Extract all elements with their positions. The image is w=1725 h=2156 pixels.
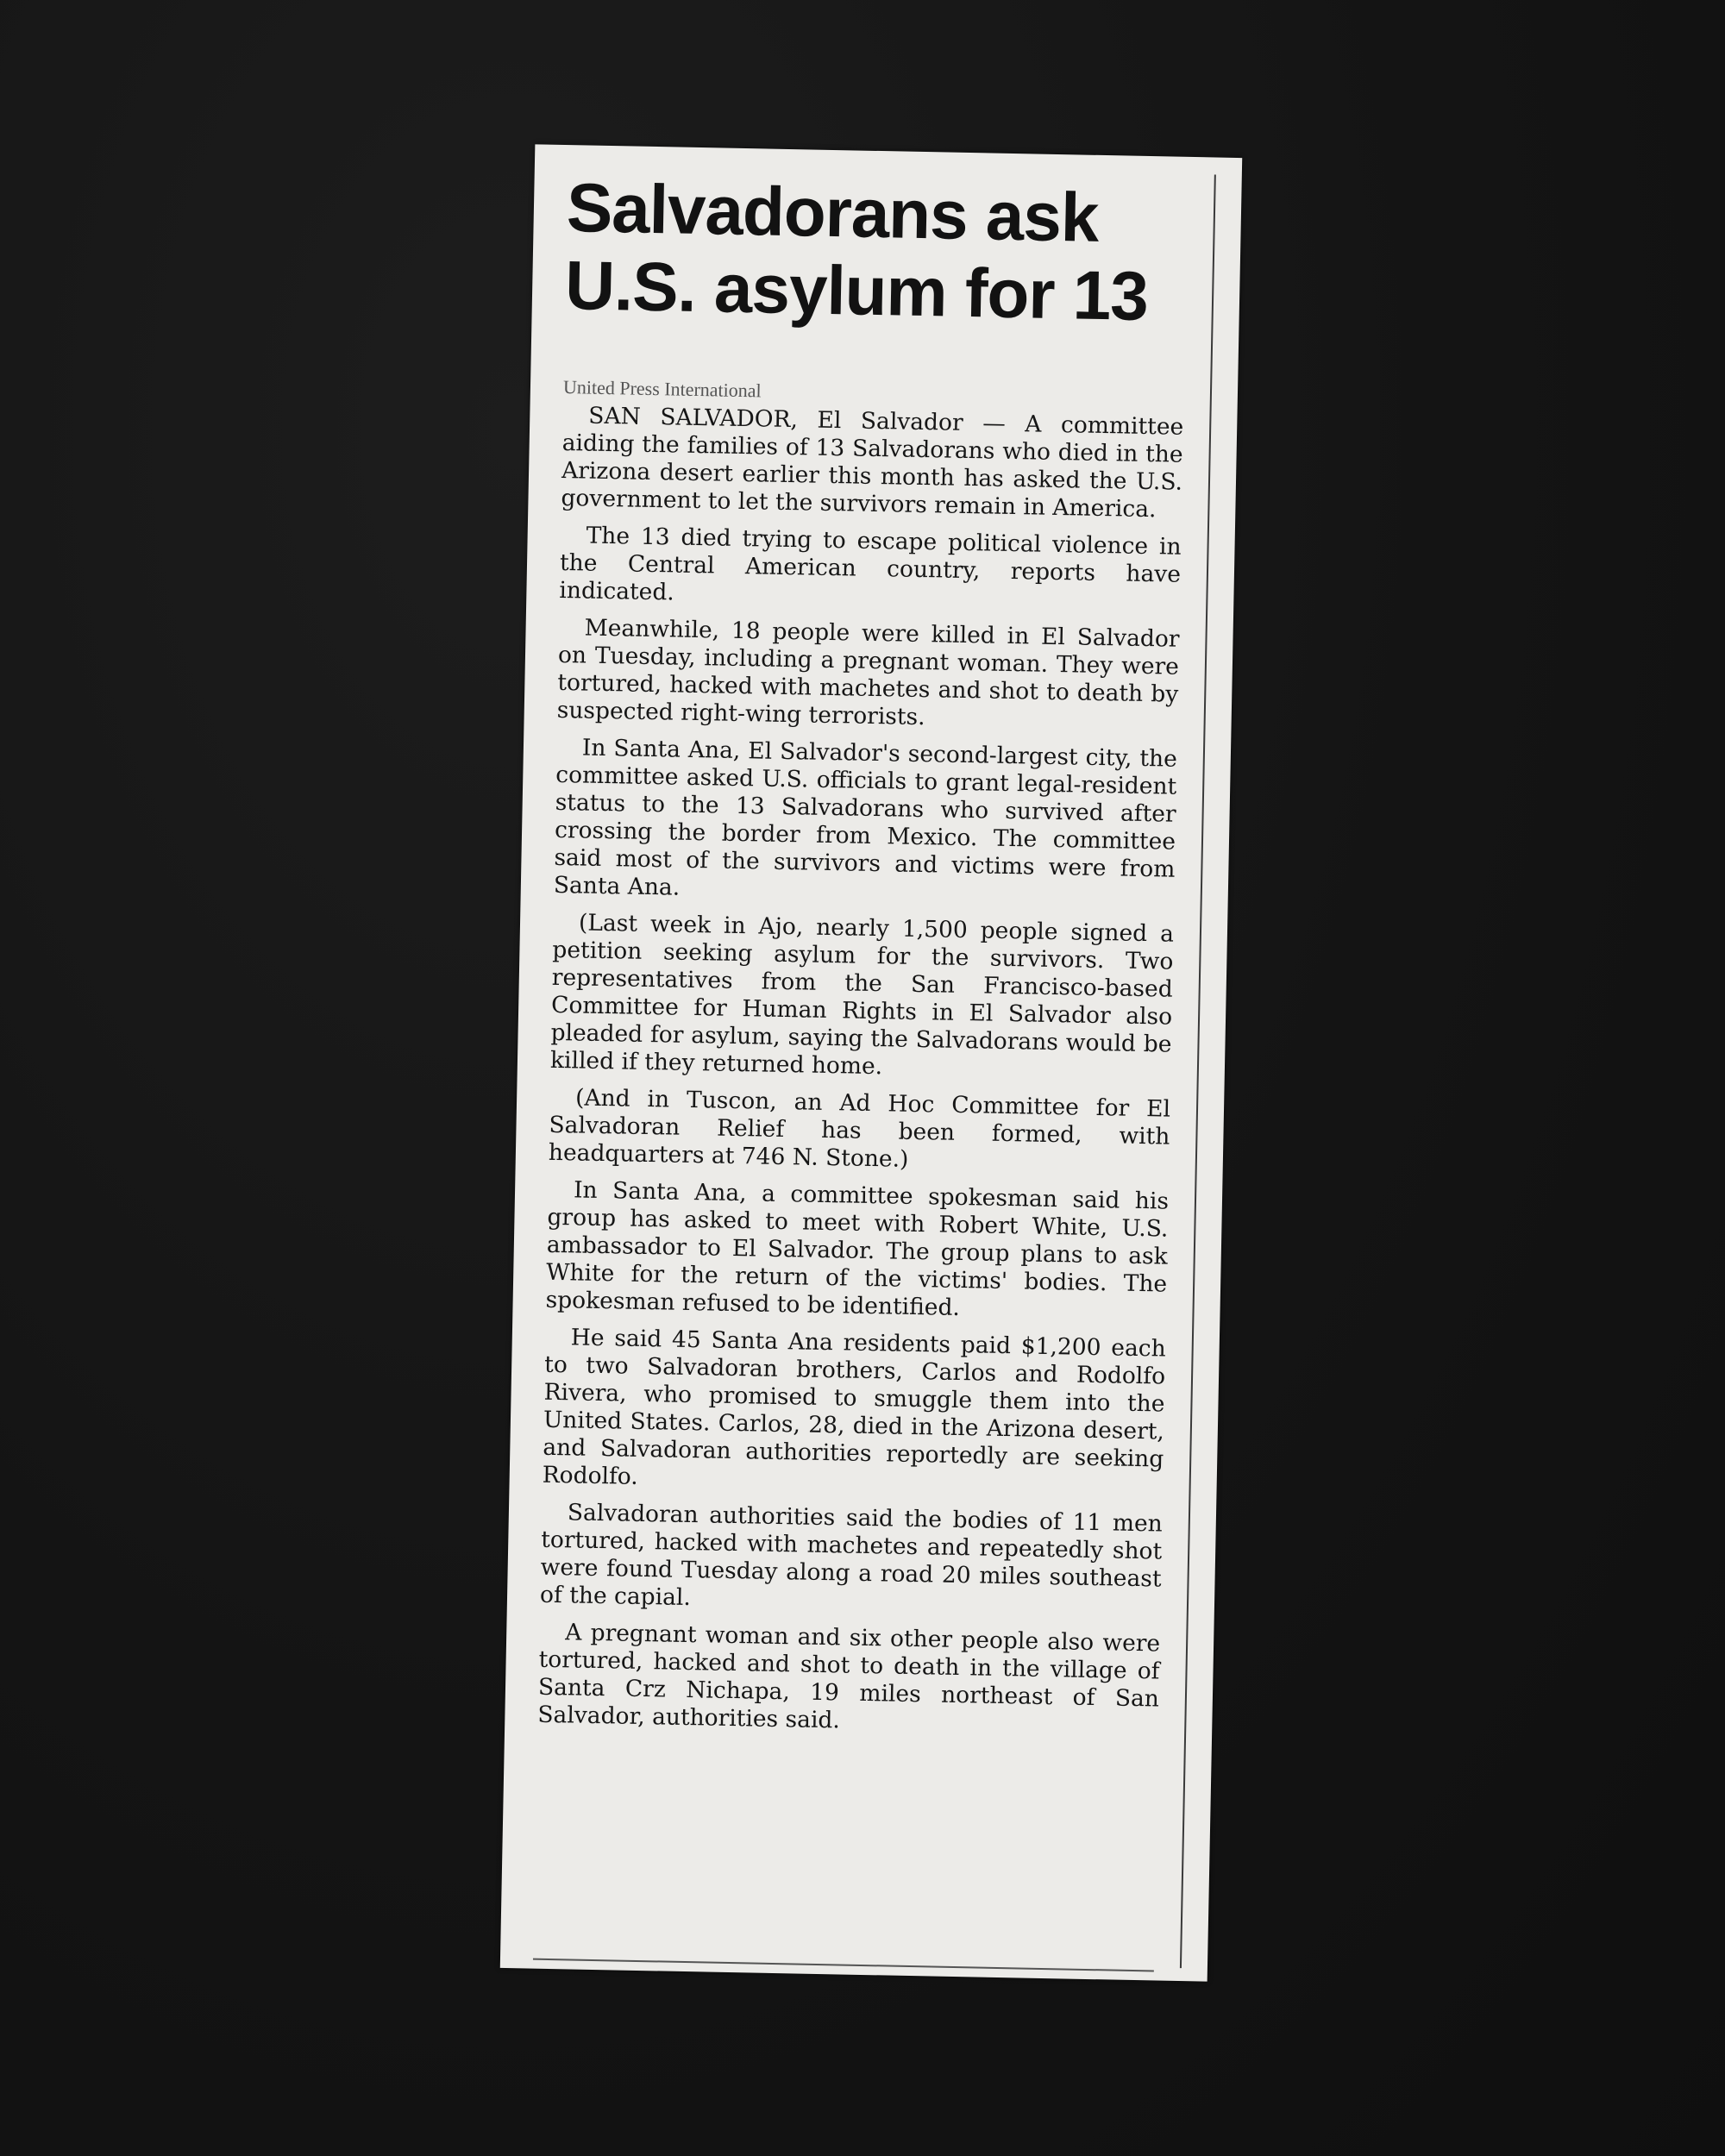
paragraph-6: (And in Tuscon, an Ad Hoc Committee for El Salvadoran Relief has been formed, with headquarters at 746 N. Stone.) <box>548 1084 1171 1173</box>
bottom-rule <box>533 1959 1154 1972</box>
paragraph-10: A pregnant woman and six other people also were tortured, hacked and shot to death in the village of Santa Crz Nichapa, 19 miles northeast of San Salvador, authorities said. <box>537 1619 1161 1734</box>
paragraph-7: In Santa Ana, a committee spokesman said his group has asked to meet with Robert White, U.S. ambassador to El Salvador. The group plans to ask White for the return of the victims' bodies. The spokesman refused to be identified. <box>545 1176 1170 1322</box>
paragraph-3: Meanwhile, 18 people were killed in El Salvador on Tuesday, including a pregnant woman. They were tortured, hacked with machetes and shot to death by suspected right-wing terrorists. <box>556 614 1180 731</box>
headline-line-2: U.S. asylum for 13 <box>564 247 1149 335</box>
paragraph-9: Salvadoran authorities said the bodies of 11 men tortured, hacked with machetes and repeatedly shot were found Tuesday along a road 20 miles southeast of the capial. <box>539 1499 1164 1612</box>
headline-line-1: Salvadorans ask <box>566 169 1100 256</box>
paragraph-8: He said 45 Santa Ana residents paid $1,200 each to two Salvadoran brothers, Carlos and Rodolfo Rivera, who promised to smuggle them into the United States. Carlos, 28, died in the Arizona desert, and Salvadoran authorities reportedly are seeking Rodolfo. <box>542 1324 1166 1490</box>
column-rule <box>1180 174 1216 1968</box>
paragraph-2: The 13 died trying to escape political violence in the Central American country, reports have indicated. <box>559 522 1182 606</box>
byline: United Press International <box>562 376 762 402</box>
paragraph-5: (Last week in Ajo, nearly 1,500 people signed a petition seeking asylum for the survivors. Two representatives from the San Francisco-based Committee for Human Rights in El Salvador also pleaded for asylum, saying the Salvadorans would be killed if they returned home. <box>549 909 1175 1081</box>
paragraph-4: In Santa Ana, El Salvador's second-largest city, the committee asked U.S. officials to grant legal-resident status to the 13 Salvadorans who survived after crossing the border from Mexico. The committee said most of the survivors and victims were from Santa Ana. <box>553 734 1178 901</box>
newspaper-clipping <box>500 144 1242 1981</box>
headline <box>564 169 1188 336</box>
paragraph-1: SAN SALVADOR, El Salvador — A committee aiding the families of 13 Salvadorans who died in the Arizona desert earlier this month has asked the U.S. government to let the survivors remain in America. <box>561 402 1184 523</box>
article <box>537 169 1189 1750</box>
